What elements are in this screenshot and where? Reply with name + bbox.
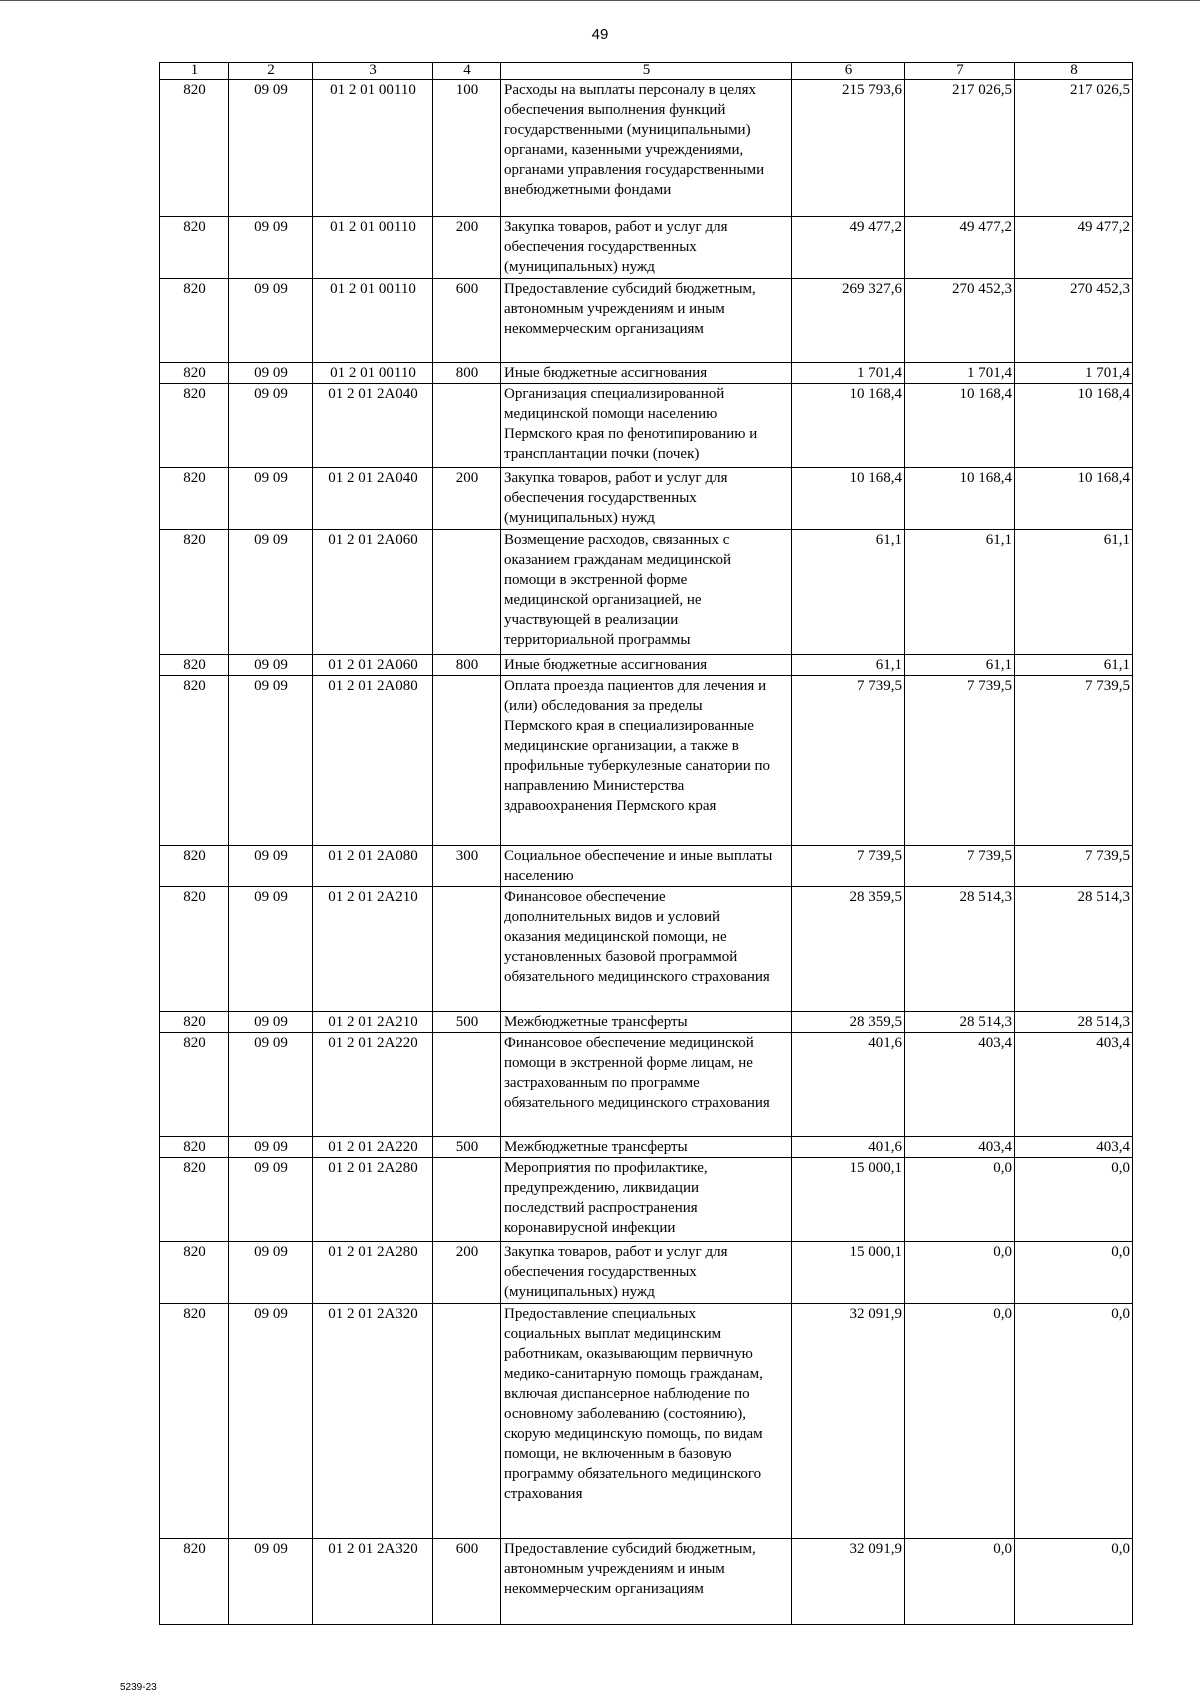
table-row <box>160 217 1133 279</box>
expense-description: Организация специализированной медицинской помощи населению Пермского края по фенотипированию и трансплантации почки (почек) <box>501 384 792 468</box>
expense-description: Межбюджетные трансферты <box>501 1137 792 1158</box>
budget-table <box>159 62 1133 1625</box>
expense-type-code: 500 <box>433 1012 501 1033</box>
expense-description: Финансовое обеспечение дополнительных видов и условий оказания медицинской помощи, не установленных базовой программой обязательного медицинского страхования <box>501 887 792 1012</box>
section-code: 09 09 <box>229 217 313 279</box>
target-article-code: 01 2 01 00110 <box>313 363 433 384</box>
table-row <box>160 530 1133 655</box>
amount-col7: 28 514,3 <box>905 887 1015 1012</box>
expense-description: Возмещение расходов, связанных с оказанием гражданам медицинской помощи в экстренной форме медицинской организацией, не участвующей в реализации территориальной программы <box>501 530 792 655</box>
amount-col8: 61,1 <box>1015 530 1133 655</box>
column-header: 1 <box>160 63 229 80</box>
section-code: 09 09 <box>229 1242 313 1304</box>
column-header: 7 <box>905 63 1015 80</box>
amount-col6: 7 739,5 <box>792 846 905 887</box>
amount-col6: 401,6 <box>792 1137 905 1158</box>
target-article-code: 01 2 01 2А210 <box>313 887 433 1012</box>
amount-col6: 49 477,2 <box>792 217 905 279</box>
section-code: 09 09 <box>229 1539 313 1625</box>
amount-col7: 61,1 <box>905 655 1015 676</box>
section-code: 09 09 <box>229 655 313 676</box>
expense-description: Предоставление субсидий бюджетным, автономным учреждениям и иным некоммерческим организациям <box>501 279 792 363</box>
expense-type-code <box>433 530 501 655</box>
amount-col8: 403,4 <box>1015 1033 1133 1137</box>
amount-col7: 49 477,2 <box>905 217 1015 279</box>
amount-col6: 269 327,6 <box>792 279 905 363</box>
target-article-code: 01 2 01 2А320 <box>313 1304 433 1539</box>
target-article-code: 01 2 01 2А220 <box>313 1033 433 1137</box>
expense-type-code: 300 <box>433 846 501 887</box>
ministry-code: 820 <box>160 1242 229 1304</box>
expense-type-code: 800 <box>433 363 501 384</box>
amount-col6: 7 739,5 <box>792 676 905 846</box>
amount-col6: 61,1 <box>792 530 905 655</box>
expense-type-code <box>433 1158 501 1242</box>
amount-col8: 28 514,3 <box>1015 1012 1133 1033</box>
ministry-code: 820 <box>160 80 229 217</box>
expense-description: Закупка товаров, работ и услуг для обеспечения государственных (муниципальных) нужд <box>501 468 792 530</box>
amount-col7: 7 739,5 <box>905 676 1015 846</box>
table-row <box>160 676 1133 846</box>
amount-col8: 0,0 <box>1015 1539 1133 1625</box>
target-article-code: 01 2 01 2А040 <box>313 468 433 530</box>
amount-col7: 0,0 <box>905 1242 1015 1304</box>
ministry-code: 820 <box>160 846 229 887</box>
column-header: 5 <box>501 63 792 80</box>
ministry-code: 820 <box>160 468 229 530</box>
target-article-code: 01 2 01 2А080 <box>313 846 433 887</box>
expense-type-code: 100 <box>433 80 501 217</box>
section-code: 09 09 <box>229 80 313 217</box>
section-code: 09 09 <box>229 468 313 530</box>
amount-col7: 403,4 <box>905 1033 1015 1137</box>
column-header: 3 <box>313 63 433 80</box>
table-row <box>160 1012 1133 1033</box>
amount-col7: 217 026,5 <box>905 80 1015 217</box>
amount-col8: 49 477,2 <box>1015 217 1133 279</box>
ministry-code: 820 <box>160 1012 229 1033</box>
ministry-code: 820 <box>160 384 229 468</box>
ministry-code: 820 <box>160 1158 229 1242</box>
amount-col7: 0,0 <box>905 1539 1015 1625</box>
amount-col8: 0,0 <box>1015 1304 1133 1539</box>
section-code: 09 09 <box>229 846 313 887</box>
amount-col8: 270 452,3 <box>1015 279 1133 363</box>
amount-col7: 0,0 <box>905 1304 1015 1539</box>
amount-col6: 32 091,9 <box>792 1304 905 1539</box>
expense-description: Социальное обеспечение и иные выплаты населению <box>501 846 792 887</box>
section-code: 09 09 <box>229 363 313 384</box>
ministry-code: 820 <box>160 1539 229 1625</box>
table-row <box>160 384 1133 468</box>
expense-type-code: 600 <box>433 279 501 363</box>
target-article-code: 01 2 01 00110 <box>313 217 433 279</box>
ministry-code: 820 <box>160 676 229 846</box>
expense-type-code: 200 <box>433 1242 501 1304</box>
expense-description: Межбюджетные трансферты <box>501 1012 792 1033</box>
amount-col6: 32 091,9 <box>792 1539 905 1625</box>
target-article-code: 01 2 01 2А080 <box>313 676 433 846</box>
amount-col6: 28 359,5 <box>792 887 905 1012</box>
ministry-code: 820 <box>160 1304 229 1539</box>
amount-col6: 28 359,5 <box>792 1012 905 1033</box>
target-article-code: 01 2 01 2А220 <box>313 1137 433 1158</box>
table-row <box>160 468 1133 530</box>
amount-col7: 270 452,3 <box>905 279 1015 363</box>
column-header: 4 <box>433 63 501 80</box>
amount-col6: 10 168,4 <box>792 384 905 468</box>
amount-col7: 61,1 <box>905 530 1015 655</box>
amount-col7: 403,4 <box>905 1137 1015 1158</box>
amount-col7: 7 739,5 <box>905 846 1015 887</box>
amount-col8: 61,1 <box>1015 655 1133 676</box>
amount-col8: 10 168,4 <box>1015 468 1133 530</box>
ministry-code: 820 <box>160 1137 229 1158</box>
table-row <box>160 1304 1133 1539</box>
table-row <box>160 887 1133 1012</box>
expense-description: Расходы на выплаты персоналу в целях обеспечения выполнения функций государственными (муниципальными) органами, казенными учреждениями, органами управления государственными внебюджетными фондами <box>501 80 792 217</box>
expense-type-code <box>433 1033 501 1137</box>
expense-description: Предоставление специальных социальных выплат медицинским работникам, оказывающим первичную медико-санитарную помощь гражданам, включая диспансерное наблюдение по основному заболеванию (состоянию), скорую медицинскую помощь, по видам помощи, не включенным в базовую программу обязательного медицинского страхования <box>501 1304 792 1539</box>
expense-type-code: 200 <box>433 217 501 279</box>
expense-type-code <box>433 676 501 846</box>
table-row <box>160 1242 1133 1304</box>
amount-col8: 217 026,5 <box>1015 80 1133 217</box>
expense-type-code: 800 <box>433 655 501 676</box>
amount-col7: 28 514,3 <box>905 1012 1015 1033</box>
amount-col7: 10 168,4 <box>905 384 1015 468</box>
section-code: 09 09 <box>229 1137 313 1158</box>
amount-col7: 0,0 <box>905 1158 1015 1242</box>
amount-col6: 10 168,4 <box>792 468 905 530</box>
amount-col8: 0,0 <box>1015 1158 1133 1242</box>
section-code: 09 09 <box>229 1158 313 1242</box>
expense-description: Оплата проезда пациентов для лечения и (или) обследования за пределы Пермского края в специализированные медицинские организации, а также в профильные туберкулезные санатории по направлению Министерства здравоохранения Пермского края <box>501 676 792 846</box>
document-code: 5239-23 <box>120 1682 157 1693</box>
amount-col7: 1 701,4 <box>905 363 1015 384</box>
amount-col8: 1 701,4 <box>1015 363 1133 384</box>
target-article-code: 01 2 01 2А320 <box>313 1539 433 1625</box>
amount-col6: 215 793,6 <box>792 80 905 217</box>
target-article-code: 01 2 01 00110 <box>313 80 433 217</box>
expense-type-code: 600 <box>433 1539 501 1625</box>
target-article-code: 01 2 01 2А280 <box>313 1242 433 1304</box>
target-article-code: 01 2 01 2А060 <box>313 655 433 676</box>
expense-description: Иные бюджетные ассигнования <box>501 655 792 676</box>
section-code: 09 09 <box>229 1304 313 1539</box>
amount-col8: 7 739,5 <box>1015 676 1133 846</box>
section-code: 09 09 <box>229 1012 313 1033</box>
column-header: 6 <box>792 63 905 80</box>
amount-col6: 61,1 <box>792 655 905 676</box>
expense-description: Иные бюджетные ассигнования <box>501 363 792 384</box>
ministry-code: 820 <box>160 655 229 676</box>
ministry-code: 820 <box>160 887 229 1012</box>
expense-description: Предоставление субсидий бюджетным, автономным учреждениям и иным некоммерческим организациям <box>501 1539 792 1625</box>
table-row <box>160 80 1133 217</box>
amount-col6: 15 000,1 <box>792 1242 905 1304</box>
table-row <box>160 279 1133 363</box>
table-row <box>160 846 1133 887</box>
target-article-code: 01 2 01 2А280 <box>313 1158 433 1242</box>
expense-type-code: 200 <box>433 468 501 530</box>
section-code: 09 09 <box>229 530 313 655</box>
column-header: 2 <box>229 63 313 80</box>
section-code: 09 09 <box>229 887 313 1012</box>
ministry-code: 820 <box>160 279 229 363</box>
amount-col8: 403,4 <box>1015 1137 1133 1158</box>
amount-col6: 1 701,4 <box>792 363 905 384</box>
expense-type-code <box>433 1304 501 1539</box>
expense-description: Закупка товаров, работ и услуг для обеспечения государственных (муниципальных) нужд <box>501 1242 792 1304</box>
section-code: 09 09 <box>229 279 313 363</box>
amount-col7: 10 168,4 <box>905 468 1015 530</box>
target-article-code: 01 2 01 2А210 <box>313 1012 433 1033</box>
amount-col8: 7 739,5 <box>1015 846 1133 887</box>
expense-description: Мероприятия по профилактике, предупреждению, ликвидации последствий распространения коронавирусной инфекции <box>501 1158 792 1242</box>
table-row <box>160 1539 1133 1625</box>
expense-description: Закупка товаров, работ и услуг для обеспечения государственных (муниципальных) нужд <box>501 217 792 279</box>
amount-col8: 10 168,4 <box>1015 384 1133 468</box>
section-code: 09 09 <box>229 676 313 846</box>
ministry-code: 820 <box>160 217 229 279</box>
table-row <box>160 363 1133 384</box>
column-number-row <box>160 63 1133 80</box>
amount-col6: 15 000,1 <box>792 1158 905 1242</box>
target-article-code: 01 2 01 00110 <box>313 279 433 363</box>
section-code: 09 09 <box>229 384 313 468</box>
ministry-code: 820 <box>160 1033 229 1137</box>
table-row <box>160 1033 1133 1137</box>
table-row <box>160 1137 1133 1158</box>
table-row <box>160 1158 1133 1242</box>
expense-type-code <box>433 384 501 468</box>
expense-description: Финансовое обеспечение медицинской помощи в экстренной форме лицам, не застрахованным по программе обязательного медицинского страхования <box>501 1033 792 1137</box>
section-code: 09 09 <box>229 1033 313 1137</box>
ministry-code: 820 <box>160 530 229 655</box>
amount-col8: 0,0 <box>1015 1242 1133 1304</box>
amount-col6: 401,6 <box>792 1033 905 1137</box>
page-number: 49 <box>591 26 609 43</box>
amount-col8: 28 514,3 <box>1015 887 1133 1012</box>
target-article-code: 01 2 01 2А040 <box>313 384 433 468</box>
ministry-code: 820 <box>160 363 229 384</box>
top-rule <box>0 0 1200 1</box>
expense-type-code: 500 <box>433 1137 501 1158</box>
expense-type-code <box>433 887 501 1012</box>
target-article-code: 01 2 01 2А060 <box>313 530 433 655</box>
table-row <box>160 655 1133 676</box>
column-header: 8 <box>1015 63 1133 80</box>
